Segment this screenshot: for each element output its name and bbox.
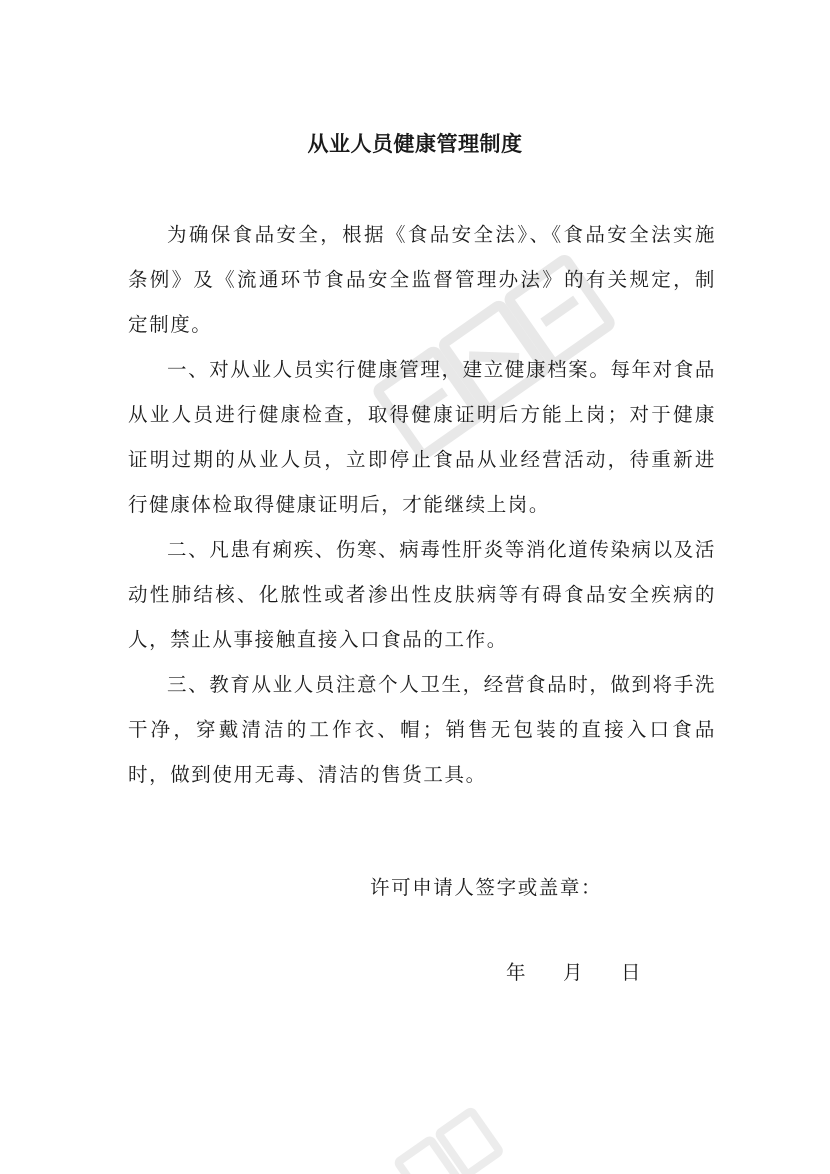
paragraph-clause-2: 二、凡患有痢疾、伤寒、病毒性肝炎等消化道传染病以及活动性肺结核、化脓性或者渗出性皮肤病等有碍食品安全疾病的人，禁止从事接触直接入口食品的工作。 bbox=[128, 538, 716, 651]
document-title: 从业人员健康管理制度 bbox=[307, 132, 523, 156]
watermark-icon bbox=[380, 1100, 520, 1174]
document-body bbox=[128, 212, 716, 797]
date-day-label: 日 bbox=[621, 961, 641, 984]
date-month-label: 月 bbox=[563, 961, 583, 984]
signature-label: 许可申请人签字或盖章： bbox=[370, 876, 603, 899]
paragraph-clause-1: 一、对从业人员实行健康管理，建立健康档案。每年对食品从业人员进行健康检查，取得健康证明后方能上岗；对于健康证明过期的从业人员，立即停止食品从业经营活动，待重新进行健康体检取得健康证明后，才能继续上岗。 bbox=[128, 358, 716, 516]
paragraph-intro: 为确保食品安全，根据《食品安全法》、《食品安全法实施条例》及《流通环节食品安全监督管理办法》的有关规定，制定制度。 bbox=[128, 223, 716, 336]
paragraph-clause-3: 三、教育从业人员注意个人卫生，经营食品时，做到将手洗干净，穿戴清洁的工作衣、帽；销售无包装的直接入口食品时，做到使用无毒、清洁的售货工具。 bbox=[128, 673, 716, 786]
date-year-label: 年 bbox=[506, 961, 526, 984]
